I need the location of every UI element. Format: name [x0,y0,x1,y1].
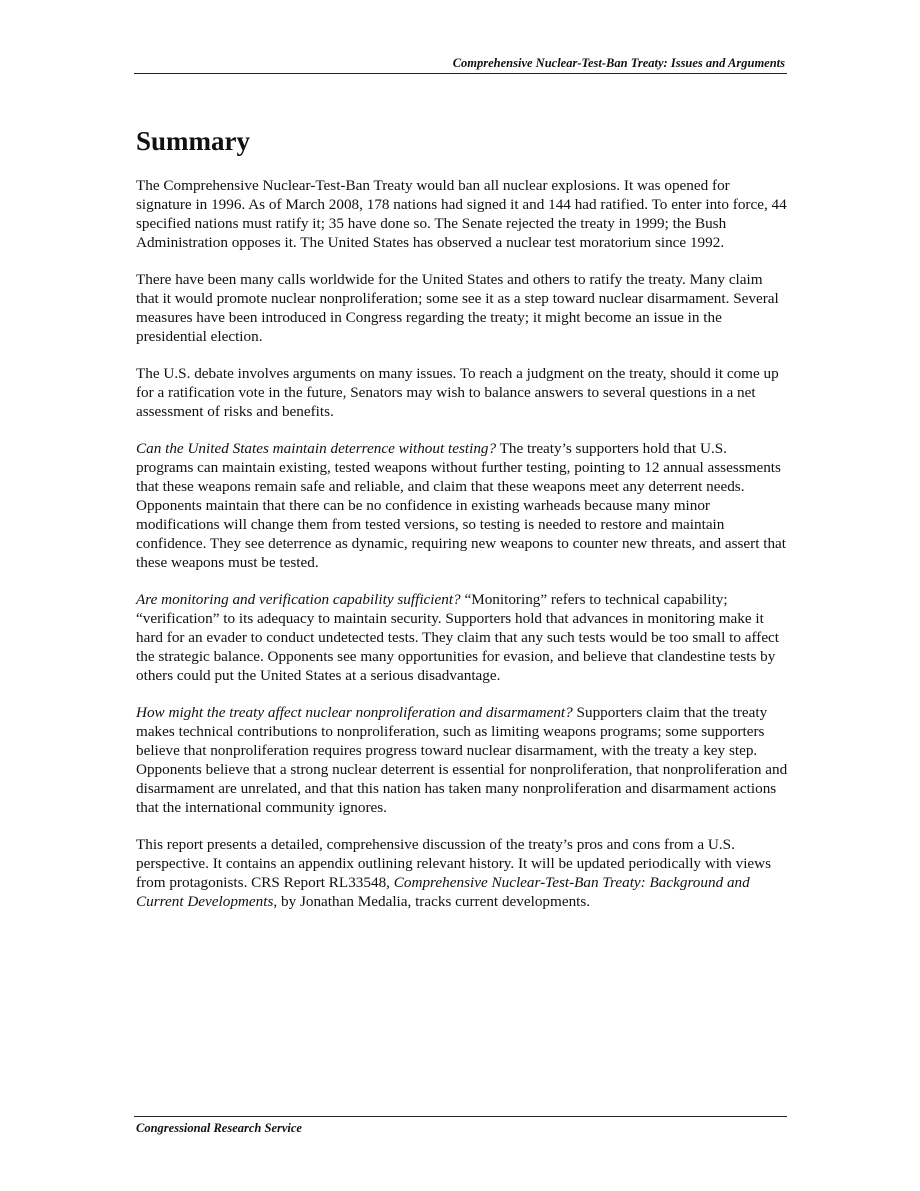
report-scope-text: This report presents a detailed, comprehensive discussion of the treaty’s pros and cons from a U.S. perspective. It contains an appendix outlining relevant history. It will be updated periodically with views from protagonists. CRS Report RL33548, [136,836,772,891]
paragraph-deterrence [136,439,788,572]
answer-monitoring: “Monitoring” refers to technical capability; “verification” to its adequacy to maintain security. Supporters hold that advances in monitoring make it hard for an evader to conduct undetected tests. They claim that any such tests would be too small to affect the strategic balance. Opponents see many opportunities for evasion, and believe that clandestine tests by others could put the United States at a serious disadvantage. [136,591,780,684]
paragraph-nonproliferation [136,703,788,817]
paragraph-monitoring [136,590,788,685]
answer-deterrence: The treaty’s supporters hold that U.S. programs can maintain existing, tested weapons without further testing, pointing to 12 annual assessments that these weapons remain safe and reliable, and claim that these weapons meet any deterrent needs. Opponents maintain that there can be no confidence in existing warheads because many minor modifications will change them from tested versions, so testing is needed to restore and maintain confidence. They see deterrence as dynamic, requiring new weapons to counter new threats, and assert that these weapons must be tested. [136,440,786,571]
running-header-title: Comprehensive Nuclear-Test-Ban Treaty: Issues and Arguments [452,56,785,70]
footer-organization: Congressional Research Service [136,1121,302,1135]
question-nonproliferation: How might the treaty affect nuclear nonproliferation and disarmament? [136,704,573,721]
paragraph-report-scope [136,835,788,911]
page-title: Summary [136,126,250,156]
question-monitoring: Are monitoring and verification capability sufficient? [136,591,461,608]
summary-body [136,176,788,929]
paragraph-treaty-status: The Comprehensive Nuclear-Test-Ban Treaty would ban all nuclear explosions. It was opened for signature in 1996. As of March 2008, 178 nations had signed it and 144 had ratified. To enter into force, 44 specified nations must ratify it; 35 have done so. The Senate rejected the treaty in 1999; the Bush Administration opposes it. The United States has observed a nuclear test moratorium since 1992. [136,177,787,251]
referenced-report-title: Comprehensive Nuclear-Test-Ban Treaty: Background and Current Developments [136,874,750,910]
answer-nonproliferation: Supporters claim that the treaty makes technical contributions to nonproliferation, such as limiting weapons programs; some supporters believe that nonproliferation requires progress toward nuclear disarmament, with the treaty a key step. Opponents believe that a strong nuclear deterrent is essential for nonproliferation, that nonproliferation and disarmament are unrelated, and that this nation has taken many nonproliferation and disarmament actions that the international community ignores. [136,704,788,816]
question-deterrence: Can the United States maintain deterrence without testing? [136,440,497,457]
paragraph-us-debate: The U.S. debate involves arguments on many issues. To reach a judgment on the treaty, should it come up for a ratification vote in the future, Senators may wish to balance answers to several questions in a net assessment of risks and benefits. [136,365,779,420]
paragraph-calls-to-ratify: There have been many calls worldwide for the United States and others to ratify the treaty. Many claim that it would promote nuclear nonproliferation; some see it as a step toward nuclear disarmament. Several measures have been introduced in Congress regarding the treaty; it might become an issue in the presidential election. [136,271,779,345]
report-scope-text-end: , by Jonathan Medalia, tracks current developments. [273,893,591,910]
running-footer [134,1116,787,1135]
running-header [134,55,787,74]
